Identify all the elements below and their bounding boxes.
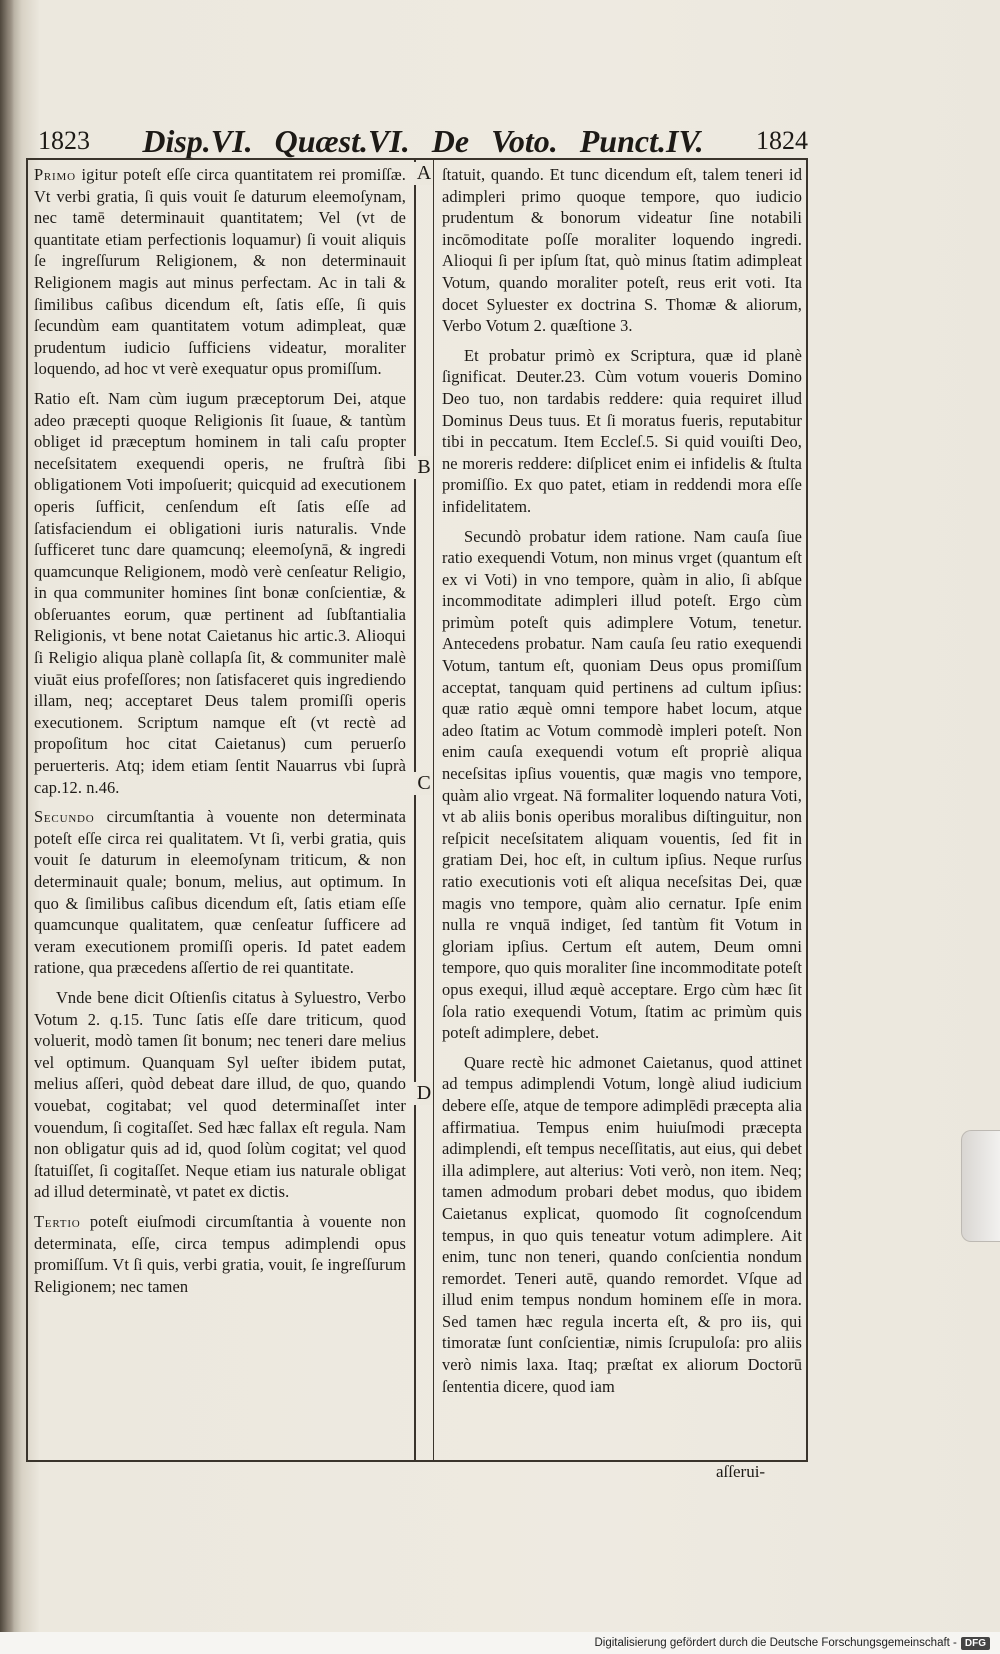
paragraph-text: ſtatuit, quando. Et tunc dicendum eſt, talem teneri id adimpleri primo quoque tempore, quo iudicio prudentum & bonorum videatur ſine notabili incōmoditate poſſe moraliter loquendo ingredi. Alioqui ſi per ipſum ſtat, quò minus ſtatim adimpleat Votum, quando moraliter poteſt, reus erit voti. Ita docet Syluester ex doctrina S. Thomæ & aliorum, Verbo Votum 2. quæſtione 3.: [442, 165, 802, 336]
page-tab-marker: [961, 1130, 1000, 1242]
running-title: Disp.VI. Quæst.VI. De Voto. Punct.IV.: [142, 122, 704, 159]
paragraph: [34, 1211, 406, 1297]
paragraph-lead: Secundo: [34, 807, 95, 827]
binding-shadow: [0, 0, 14, 1654]
paragraph-text: poteſt eiuſmodi circumſtantia à vouente non determinata, eſſe, circa tempus adimplendi opus promiſſum. Vt ſi quis, verbi gratia, vouit, ſe ingreſſurum Religionem; nec tamen: [34, 1211, 406, 1296]
paragraph: [34, 806, 406, 979]
paragraph-text: igitur poteſt eſſe circa quantitatem rei promiſſæ. Vt verbi gratia, ſi quis vouit ſe daturum eleemoſynam, nec tamē determinauit quantitatem; Vel (vt de quantitate etiam perfectionis loquamur) ſi vouit aliquis ſe ingreſſurum Religionem, & non determinauit Religionem magis aut minus perfectam. Ac in tali & ſimilibus caſibus dicendum eſt, ſatis eſſe, ſi quis ſecundùm eam quantitatem votum adimpleat, quæ prudentum iudicio ſufficiens videatur, moraliter loquendo, ad hoc vt verè exequatur opus promiſſum.: [34, 165, 406, 379]
paragraph-text: Vnde bene dicit Oſtienſis citatus à Syluestro, Verbo Votum 2. q.15. Tunc ſatis eſſe dare triticum, quod voluerit, modò tamen ſit bonum; nec teneri dare melius vel optimum. Quanquam Syl ueſter ibidem putat, melius aſſeri, quòd debeat dare illud, de quo, quando vouebat, cogitabat; vel quod determinaſſet inter vouendum, ſi cogitaſſet. Sed hæc fallax eſt regula. Nam non obligatur quis ad id, quod ſolùm cogitat; vel quod ſtatuiſſet, ſi cogitaſſet. Neque etiam ius naturale obligat ad illud determinatè, vt patet ex dictis.: [34, 987, 406, 1202]
left-column: [34, 164, 406, 1305]
text-frame: [26, 158, 808, 1462]
dfg-logo: DFG: [961, 1637, 990, 1650]
catchword: aſſerui-: [716, 1462, 766, 1481]
paragraph: [34, 164, 406, 380]
paragraph: [442, 1052, 802, 1398]
left-page-number: 1823: [38, 126, 90, 155]
paragraph-lead: Primo: [34, 165, 76, 184]
margin-marker-a: A: [414, 162, 434, 185]
margin-marker-c: C: [414, 772, 434, 795]
paragraph: [34, 388, 406, 798]
paragraph-lead: Tertio: [34, 1211, 81, 1231]
paragraph: [442, 164, 802, 337]
right-column: [442, 164, 802, 1405]
right-page-number: 1824: [756, 126, 808, 155]
column-divider: [414, 160, 434, 1460]
paragraph: [34, 987, 406, 1203]
paragraph-text: Et probatur primò ex Scriptura, quæ id planè ſignificat. Deuter.23. Cùm votum voueris Domino Deo tuo, non tardabis reddere: quia requiret illud Dominus Deus tuus. Et ſi moratus fueris, reputabitur tibi in peccatum. Item Eccleſ.5. Si quid vouiſti Deo, ne moreris reddere: diſplicet enim ei infidelis & ſtulta promiſſio. Ex quo patet, etiam in reddendi mora eſſe infidelitatem.: [442, 345, 802, 516]
paragraph-text: Quare rectè hic admonet Caietanus, quod attinet ad tempus adimplendi Votum, longè aliud iudicium debere eſſe, atque de tempore adimplēdi præcepta alia affirmatiua. Tempus enim huiuſmodi præcepta adimplendi, eſt tempus neceſſitatis, aut eius, qui debet illa adimplere, aut alterius: Voti verò, non item. Neq; tamen admodum probari debet modus, quo ibidem Caietanus explicat, quomodo ſit cognoſcendum tempus, in quo quis teneatur votum adimplere. Ait enim, tunc non teneri, quando conſcientia nondum remordet. Teneri autē, quando remordet. Vſque ad illud enim tempus nondum hominem eſſe in mora. Sed tamen hæc regula incerta eſt, & pro iis, qui timoratæ ſunt conſcientiæ, nimis ſcrupuloſa: pro aliis verò nimis laxa. Itaq; præſtat ex aliorum Doctorū ſententia dicere, quod iam: [442, 1052, 802, 1396]
paragraph-text: Secundò probatur idem ratione. Nam cauſa ſiue ratio exequendi Votum, non minus vrget (quantum eſt ex vi Voti) in vno tempore, quàm in alio, ſi abſque incommoditate adimpleri illud poteſt. Ergo cùm primùm poteſt quis adimplere Votum, tenetur. Antecedens probatur. Nam cauſa ſeu ratio exequendi Votum, tantum eſt, quoniam Deus opus promiſſum acceptat, tanquam quid pertinens ad cultum ipſius: quæ ratio æquè omni tempore habet locum, atque adeo ſtatim ac Votum commodè impleri poteſt. Non enim cauſa exequendi votum eſt propriè aliqua neceſsitas ipſius vouentis, quæ magis vno tempore, quàm alio vrgeat. Nā formaliter loquendo natura Voti, vt ab aliis bonis operibus moralibus diſtinguitur, non reſpicit neceſsitatem aliquam vouentis, ſed fit in gratiam Dei, hoc eſt, in cultum ipſius. Neque rurſus ratio executionis voti eſt aliqua neceſsitas Dei, quæ magis vno tempore, quàm alio cernatur. Ipſe enim nulla re vnquā indiget, ſed tantùm fit Votum in gloriam ipſius. Certum eſt autem, Deum omni tempore, quo quis moraliter ſine incommoditate poteſt opus exequi, illud æquè acceptare. Ergo cùm hæc ſit ſola ratio exequendi Votum, ſtatim ac primùm quis poteſt adimplere, debet.: [442, 526, 802, 1043]
paragraph-text: Ratio eſt. Nam cùm iugum præceptorum Dei, atque adeo præcepti quoque Religionis ſit ſuaue, & tantùm obliget id præceptum hominem in tali caſu propter neceſsitatem exequendi operis, ne fruſtrà ſibi obligationem Voti impoſuerit; quicquid ad executionem operis ſufficit, cenſendum eſt ſatis eſſe ad ſatisfaciendum ei obligationi iuris naturalis. Vnde ſufficeret tunc dare quamcunq; eleemoſynā, & ingredi quamcunque Religionem, modò verè cenſeatur Religio, in qua communiter homines ſint bonæ conſcientiæ, & obſeruantes eorum, quæ pertinent ad ſubſtantialia Religionis, vt bene notat Caietanus hic artic.3. Alioqui ſi Religio aliqua planè collapſa ſit, & communiter malè viuāt eius profeſſores; non ſatisfaceret quis ingrediendo illam, neq; acceptaret Deus talem promiſſi operis executionem. Scriptum namque eſt (vt rectè ad propoſitum hoc citat Caietanus) cum peruerſo peruerteris. Atq; idem etiam ſentit Nauarrus vbi ſuprà cap.12. n.46.: [34, 388, 406, 797]
margin-marker-d: D: [414, 1082, 434, 1105]
digitization-footer: [0, 1632, 1000, 1654]
footer-text: Digitalisierung gefördert durch die Deutsche Forschungsgemeinschaft -: [594, 1637, 957, 1649]
margin-marker-b: B: [414, 456, 434, 479]
paragraph: [442, 526, 802, 1044]
paragraph-text: circumſtantia à vouente non determinata poteſt eſſe circa rei qualitatem. Vt ſi, verbi gratia, quis vouit ſe daturum in eleemoſynam triticum, & non determinauit quale; bonum, melius, aut optimum. In quo & ſimilibus caſibus dicendum eſt, ſatis etiam eſſe quamcunque qualitatem, quæ cenſeatur ſufficere ad veram executionem promiſſi operis. Id patet eadem ratione, qua præcedens aſſertio de rei quantitate.: [34, 807, 406, 978]
paragraph: [442, 345, 802, 518]
